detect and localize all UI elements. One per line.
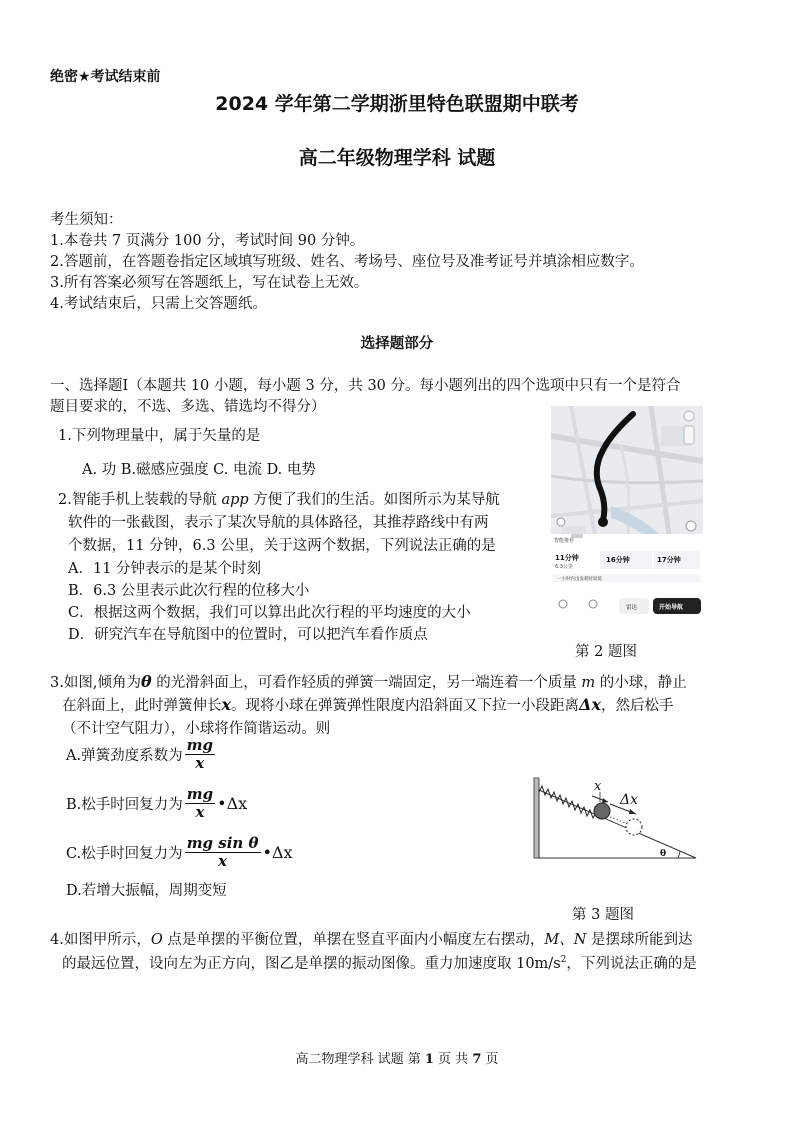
spring <box>539 786 596 818</box>
ball-equilibrium <box>594 803 610 819</box>
exam-title: 2024 学年第二学期浙里特色联盟期中联考 <box>215 93 579 115</box>
secret-mark: 绝密★考试结束前 <box>50 69 161 85</box>
q2-figure-caption: 第 2 题图 <box>575 644 637 660</box>
q1-options: A. 功 B.磁感应强度 C. 电流 D. 电势 <box>82 462 316 478</box>
q3-fraction-c: $\frac{\text{mg sin θ}}{x}$ <box>186 834 259 870</box>
part1-instructions-line1: 一、选择题Ⅰ（本题共 10 小题，每小题 3 分，共 30 分。每小题列出的四个选项中只有一个是符合 <box>50 378 681 394</box>
q2-option-d: D．研究汽车在导航图中的位置时，可以把汽车看作质点 <box>68 627 428 643</box>
incline-spring-figure <box>528 772 704 864</box>
map-label-smart: 智能推荐 <box>554 538 575 544</box>
figure-theta-label: θ <box>660 849 667 859</box>
q2-line2: 软件的一张截图，表示了某次导航的具体路径，其推荐路线中有两 <box>68 515 489 531</box>
notice-heading: 考生须知： <box>50 212 123 228</box>
q2-option-c: C．根据这两个数据，我们可以算出此次行程的平均速度的大小 <box>68 605 471 621</box>
q3-option-d: D.若增大振幅，周期变短 <box>66 883 227 899</box>
q3-line1: 3.如图,倾角为θ 的光滑斜面上，可看作轻质的弹簧一端固定，另一端连着一个质量 m 的小球，静止 <box>50 672 687 691</box>
q3-line3: （不计空气阻力），小球将作简谐运动。则 <box>62 721 331 737</box>
q4-line1: 4.如图甲所示，O 点是单摆的平衡位置，单摆在竖直平面内小幅度左右摆动，M、N 是摆球所能到达 <box>50 932 693 948</box>
wall-block <box>534 778 539 858</box>
notice-item-3: 3.所有答案必须写在答题纸上，写在试卷上无效。 <box>50 275 369 291</box>
map-radar-button: 雷达 <box>626 605 638 611</box>
page-footer: 高二物理学科 试题 第 1 页 共 7 页 <box>295 1052 499 1067</box>
map-start-button: 开始导航 <box>659 604 684 611</box>
q2-option-b: B．6.3 公里表示此次行程的位移大小 <box>68 583 310 599</box>
map-route3-time: 17分钟 <box>657 556 681 564</box>
notice-item-2: 2.答题前，在答题卷指定区域填写班级、姓名、考场号、座位号及准考证号并填涂相应数字。 <box>50 254 644 270</box>
map-route1-time: 11分钟 <box>555 554 579 562</box>
part1-instructions-line2: 题目要求的，不选、多选、错选均不得分） <box>50 399 326 415</box>
q2-line3: 个数据，11 分钟，6.3 公里，关于这两个数据，下列说法正确的是 <box>68 538 496 554</box>
q3-fraction-a: $\frac{mg}{x}$ <box>186 736 213 772</box>
map-tip: 一小时内出发耗时较低 <box>557 577 602 582</box>
map-route1-dist: 6.3公里 <box>555 564 573 570</box>
map-graphic <box>551 406 703 620</box>
incline-triangle <box>539 790 696 858</box>
exam-subtitle: 高二年级物理学科 试题 <box>298 147 496 169</box>
map-route2-time: 16分钟 <box>606 556 630 564</box>
q3-option-c: C.松手时回复力为 $\frac{\text{mg sin θ}}{x}$ •Δx <box>66 834 293 870</box>
q2-line1: 2.智能手机上装载的导航 app 方便了我们的生活。如图所示为某导航 <box>58 492 500 508</box>
q3-option-a: A.弹簧劲度系数为 $\frac{mg}{x}$ <box>66 736 213 772</box>
notice-item-1: 1.本卷共 7 页满分 100 分，考试时间 90 分钟。 <box>50 233 365 249</box>
navigation-map-screenshot <box>551 406 703 620</box>
q2-option-a: A．11 分钟表示的是某个时刻 <box>68 561 262 577</box>
section-title: 选择题部分 <box>360 335 434 352</box>
q3-figure-caption: 第 3 题图 <box>572 907 634 923</box>
incline-diagram <box>528 772 704 864</box>
q3-line2: 在斜面上，此时弹簧伸长x。现将小球在弹簧弹性限度内沿斜面又下拉一小段距离Δx，然后松手 <box>62 695 674 714</box>
q3-option-b: B.松手时回复力为 $\frac{mg}{x}$ •Δx <box>66 785 248 821</box>
q3-fraction-b: $\frac{mg}{x}$ <box>186 785 214 821</box>
q4-line2: 的最远位置，设向左为正方向，图乙是单摆的振动图像。重力加速度取 $10m/s^2$，下列说法正确的是 <box>62 955 697 972</box>
q1-stem: 1.下列物理量中，属于矢量的是 <box>58 428 261 444</box>
notice-item-4: 4.考试结束后，只需上交答题纸。 <box>50 296 267 312</box>
ball-displaced <box>626 819 642 835</box>
figure-x-label: x <box>594 779 602 794</box>
figure-dx-label: Δx <box>620 792 639 808</box>
